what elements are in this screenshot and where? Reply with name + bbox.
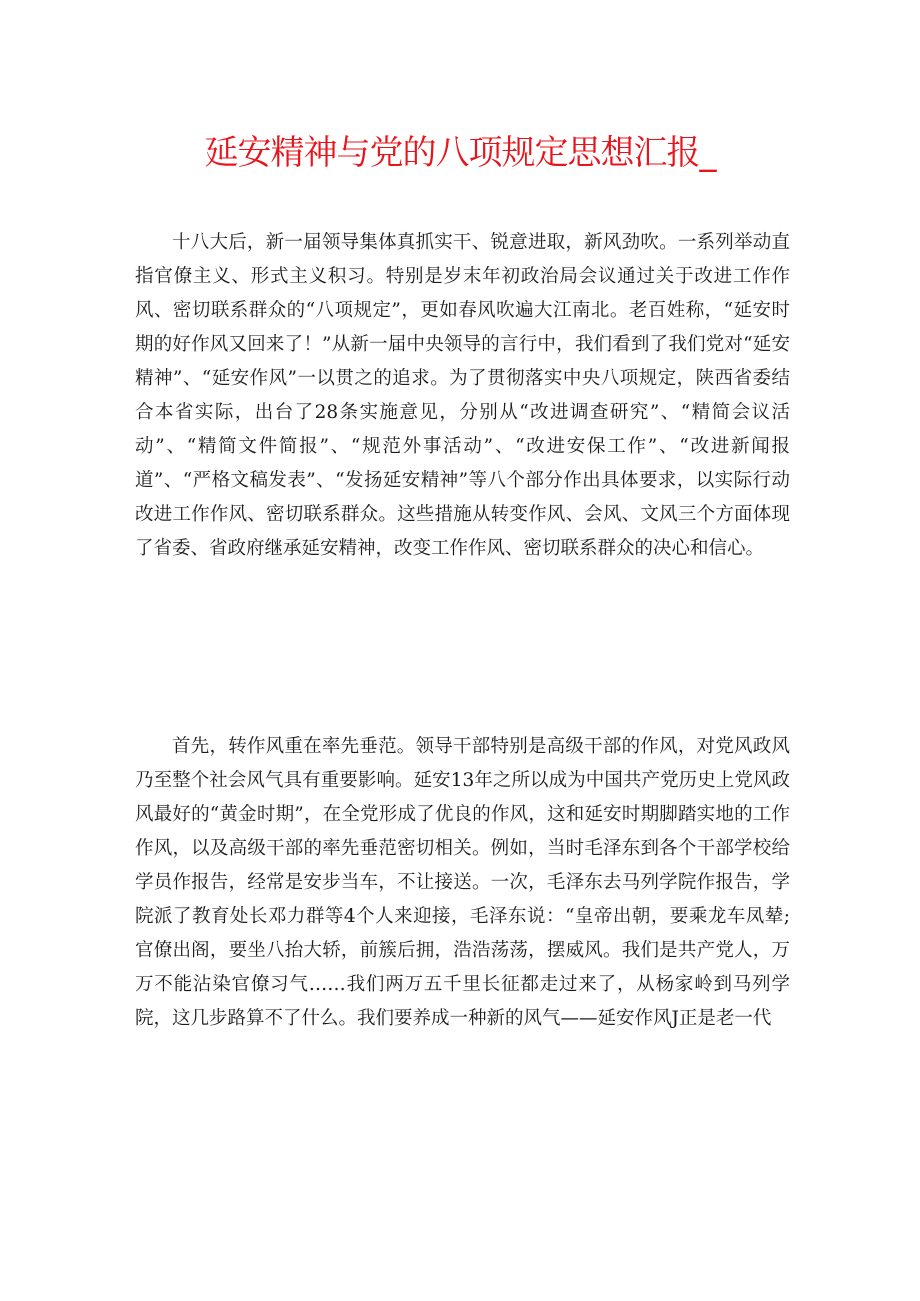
paragraph-2: 首先，转作风重在率先垂范。领导干部特别是高级干部的作风，对党风政风乃至整个社会风气具有重要影响。延安13年之所以成为中国共产党历史上党风政风最好的“黄金时期”，在全党形成了优良的作风，这和延安时期脚踏实地的工作作风，以及高级干部的率先垂范密切相关。例如，当时毛泽东到各个干部学校给学员作报告，经常是安步当车，不让接送。一次，毛泽东去马列学院作报告，学院派了教育处长邓力群等4个人来迎接，毛泽东说：“皇帝出朝，要乘龙车凤辇;官僚出阁，要坐八抬大轿，前簇后拥，浩浩荡荡，摆威风。我们是共产党人，万万不能沾染官僚习气……我们两万五千里长征都走过来了，从杨家岭到马列学院，这几步路算不了什么。我们要养成一种新的风气——延安作风J正是老一代 xyxy=(135,736,790,1029)
document-title: 延安精神与党的八项规定思想汇报_ xyxy=(204,133,716,173)
paragraph-1: 十八大后，新一届领导集体真抓实干、锐意进取，新风劲吹。一系列举动直指官僚主义、形式主义积习。特别是岁末年初政治局会议通过关于改进工作作风、密切联系群众的“八项规定”，更如春风吹遍大江南北。老百姓称，“延安时期的好作风又回来了！”从新一届中央领导的言行中，我们看到了我们党对“延安精神”、“延安作风”一以贯之的追求。为了贯彻落实中央八项规定，陕西省委结合本省实际，出台了28条实施意见，分别从“改进调查研究”、“精简会议活动”、“精简文件简报”、“规范外事活动”、“改进安保工作”、“改进新闻报道”、“严格文稿发表”、“发扬延安精神”等八个部分作出具体要求，以实际行动改进工作作风、密切联系群众。这些措施从转变作风、会风、文风三个方面体现了省委、省政府继承延安精神，改变工作作风、密切联系群众的决心和信心。 xyxy=(135,232,790,559)
